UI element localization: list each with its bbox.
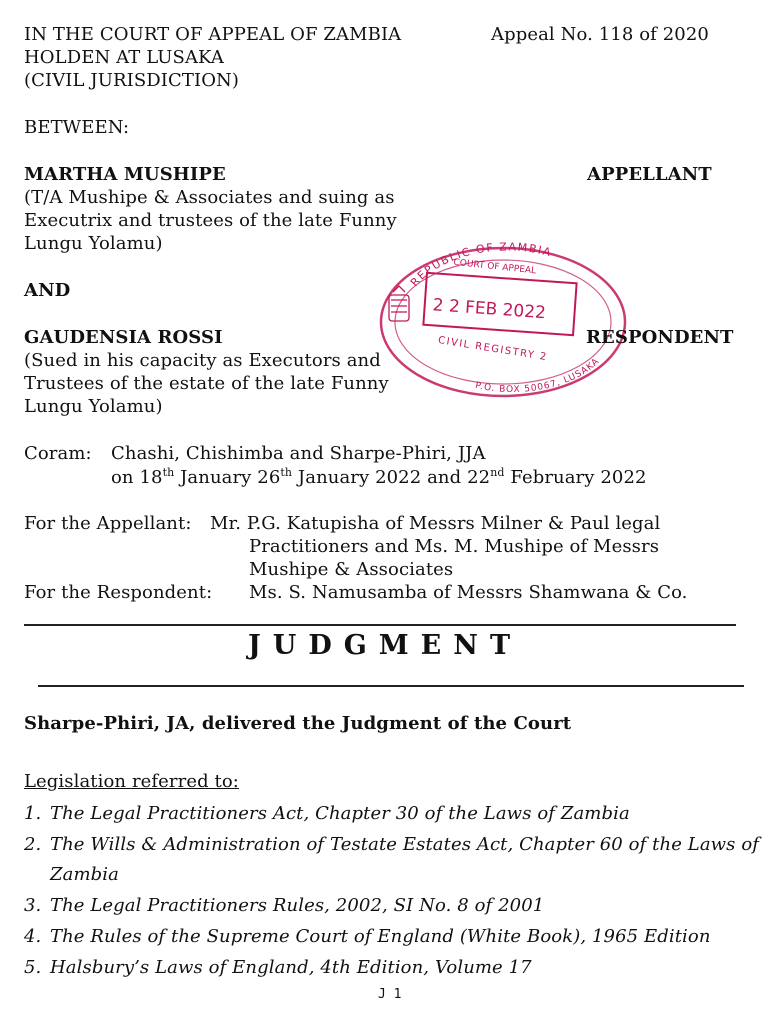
legislation-item	[24, 803, 630, 824]
item-number: 1.	[24, 803, 42, 824]
court-jurisdiction: (CIVIL JURISDICTION)	[24, 70, 240, 91]
item-number: 5.	[24, 957, 42, 978]
item-text: The Wills & Administration of Testate Estates Act, Chapter 60 of the Laws of	[50, 834, 760, 855]
court-name: IN THE COURT OF APPEAL OF ZAMBIA	[24, 24, 402, 45]
appeal-number: Appeal No. 118 of 2020	[491, 24, 709, 45]
respondent-counsel-label: For the Respondent:	[24, 582, 213, 603]
stamp-top-text: REPUBLIC OF ZAMBIA	[407, 240, 554, 290]
coram-label: Coram:	[24, 443, 92, 464]
legislation-heading: Legislation referred to:	[24, 771, 239, 792]
court-stamp	[375, 240, 630, 400]
date-part-2: January 26	[174, 467, 281, 488]
date-sup-3: nd	[490, 466, 505, 479]
top-divider	[24, 624, 736, 626]
date-part-3: January 2022 and 22	[292, 467, 491, 488]
respondent-name: GAUDENSIA ROSSI	[24, 327, 223, 348]
item-text: The Legal Practitioners Act, Chapter 30 of the Laws of Zambia	[50, 803, 630, 824]
respondent-desc-line1: (Sued in his capacity as Executors and	[24, 350, 381, 371]
item-text: The Rules of the Supreme Court of England (White Book), 1965 Edition	[50, 926, 711, 947]
date-sup-2: th	[280, 466, 293, 479]
page-number: J 1	[378, 987, 402, 1002]
item-number: 4.	[24, 926, 42, 947]
stamp-box-text: P.O. BOX 50067, LUSAKA	[474, 356, 602, 396]
stamp-sub-text: COURT OF APPEAL	[452, 257, 537, 277]
appellant-desc-line2: Executrix and trustees of the late Funny	[24, 210, 397, 231]
svg-text:P.O. BOX 50067, LUSAKA	[474, 356, 602, 395]
and-label: AND	[24, 280, 71, 301]
legislation-item	[24, 926, 711, 947]
appellant-name: MARTHA MUSHIPE	[24, 164, 226, 185]
item-text: Zambia	[50, 864, 119, 885]
appellant-counsel-label: For the Appellant:	[24, 513, 192, 534]
respondent-desc-line3: Lungu Yolamu)	[24, 396, 163, 417]
appellant-desc-line3: Lungu Yolamu)	[24, 233, 163, 254]
item-text: Halsbury’s Laws of England, 4th Edition, Volume 17	[50, 957, 532, 978]
appellant-counsel-line2: Practitioners and Ms. M. Mushipe of Messrs	[249, 536, 660, 557]
respondent-desc-line2: Trustees of the estate of the late Funny	[24, 373, 389, 394]
item-text: The Legal Practitioners Rules, 2002, SI No. 8 of 2001	[50, 895, 545, 916]
judgment-title: JUDGMENT	[248, 630, 523, 661]
court-location: HOLDEN AT LUSAKA	[24, 47, 224, 68]
date-sup-1: th	[162, 466, 175, 479]
item-number: 3.	[24, 895, 42, 916]
appellant-desc-line1: (T/A Mushipe & Associates and suing as	[24, 187, 395, 208]
date-part-1: on 18	[111, 467, 163, 488]
respondent-role: RESPONDENT	[586, 327, 734, 348]
stamp-graphic	[375, 240, 630, 400]
bottom-divider	[38, 685, 744, 687]
legislation-item	[24, 834, 759, 855]
delivered-by: Sharpe-Phiri, JA, delivered the Judgment of the Court	[24, 713, 572, 734]
stamp-date: 2 2 FEB 2022	[432, 295, 547, 324]
appellant-counsel-line3: Mushipe & Associates	[249, 559, 454, 580]
respondent-counsel-line1: Ms. S. Namusamba of Messrs Shamwana & Co.	[249, 582, 688, 603]
between-label: BETWEEN:	[24, 117, 130, 138]
legislation-item	[24, 957, 532, 978]
legislation-item-continued	[24, 864, 119, 885]
item-number: 2.	[24, 834, 42, 855]
date-part-4: February 2022	[504, 467, 647, 488]
appellant-counsel-line1: Mr. P.G. Katupisha of Messrs Milner & Paul legal	[210, 513, 661, 534]
legislation-item	[24, 895, 544, 916]
appellant-role: APPELLANT	[587, 164, 712, 185]
hearing-dates	[111, 466, 647, 488]
stamp-registry: CIVIL REGISTRY 2	[437, 335, 549, 364]
coram-judges: Chashi, Chishimba and Sharpe-Phiri, JJA	[111, 443, 486, 464]
